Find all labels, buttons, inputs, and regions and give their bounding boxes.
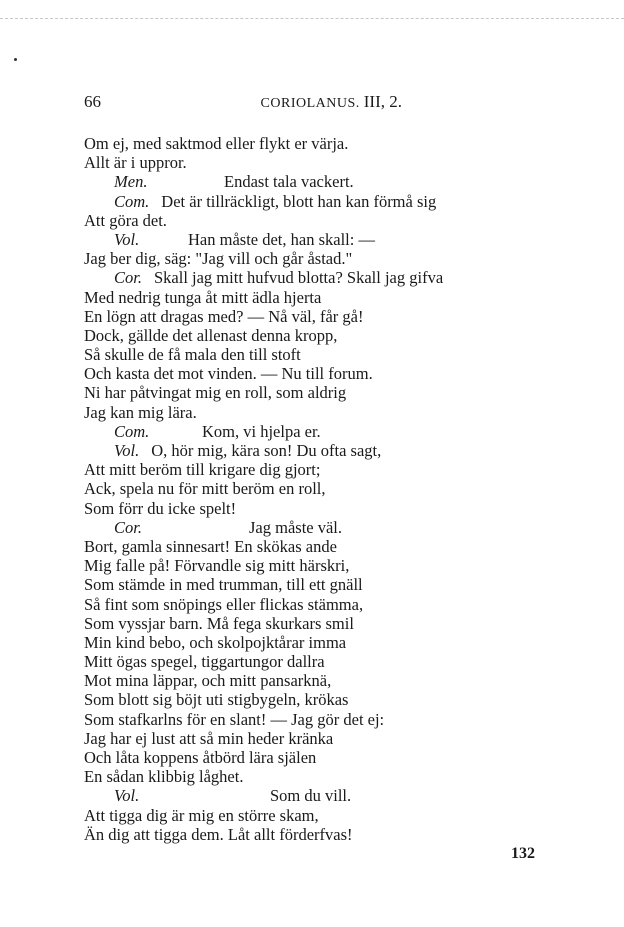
verse-line [84,633,554,652]
verse-line [84,364,554,383]
act-scene: III, 2. [363,92,402,111]
signature-mark: 132 [511,845,535,862]
verse-line [84,326,554,345]
verse-line [84,211,554,230]
verse-text-span: Dock, gällde det allenast denna kropp, [84,325,338,345]
verse-text-span: Jag kan mig lära. [84,402,197,422]
verse-line [84,786,554,805]
verse-line [84,767,554,786]
verse-text-span: Och låta koppens åtbörd lära själen [84,748,317,767]
verse-line [84,192,554,211]
verse-text-span: Kom, vi hjelpa er. [202,421,321,441]
verse-text-span: Som stämde in med trumman, till ett gnäll [84,575,363,595]
verse-text-span: Så skulle de få mala den till stoft [84,345,301,365]
verse-line [84,230,554,249]
verse-line [84,422,554,441]
verse-line [84,556,554,575]
verse-text-span: Om ej, med saktmod eller flykt er värja. [84,134,349,153]
verse-text-span: Att tigga dig är mig en större skam, [84,805,319,825]
verse-text [84,134,554,844]
verse-text-span: Min kind bebo, och skolpojktårar imma [84,632,347,652]
verse-line [84,345,554,364]
verse-line [84,595,554,614]
verse-text-span: Mot mina läppar, och mitt pansarknä, [84,671,332,691]
verse-text-span: Bort, gamla sinnesart! En skökas ande [84,536,337,556]
verse-text-span: Än dig att tigga dem. Låt allt förderfvas! [84,824,353,844]
top-scan-rule [0,18,624,19]
verse-text-span: Mitt ögas spegel, tiggartungor dallra [84,652,325,672]
verse-line [84,748,554,767]
verse-line [84,499,554,518]
speaker-name: Com. [114,191,150,211]
verse-line [84,307,554,326]
verse-text-span: Mig falle på! Förvandle sig mitt härskri, [84,556,350,576]
verse-line [84,710,554,729]
verse-text-span: Så fint som snöpings eller flickas stämma, [84,594,364,614]
speaker-name: Vol. [114,786,140,806]
verse-text-span: Med nedrig tunga åt mitt ädla hjerta [84,287,322,307]
verse-line [84,575,554,594]
verse-line [84,690,554,709]
verse-line [84,153,554,172]
verse-text-span: Allt är i uppror. [84,153,187,173]
verse-text-span: Som blott sig böjt uti stigbygeln, krökas [84,690,349,710]
speaker-name: Cor. [114,268,142,288]
verse-line [84,537,554,556]
verse-text-span: Och kasta det mot vinden. — Nu till forum. [84,364,373,384]
verse-line [84,134,554,153]
verse-text-span: Ni har påtvingat mig en roll, som aldrig [84,383,347,403]
speaker-name: Cor. [114,517,142,537]
verse-text-span: Som stafkarlns för en slant! — Jag gör det ej: [84,709,385,729]
verse-text-span: Det är tillräckligt, blott han kan förmå sig [161,191,437,211]
verse-line [84,614,554,633]
verse-text-span: Skall jag mitt hufvud blotta? Skall jag gifva [153,268,444,288]
verse-line [84,729,554,748]
verse-text-span: Jag ber dig, säg: "Jag vill och går åstad." [84,249,353,269]
verse-line [84,479,554,498]
verse-line [84,288,554,307]
verse-line [84,460,554,479]
verse-text-span: Att göra det. [84,210,167,230]
verse-line [84,383,554,402]
verse-line [84,403,554,422]
verse-text-span: Som förr du icke spelt! [84,498,237,518]
verse-text-span: Som du vill. [270,786,352,806]
verse-text-span: Jag måste väl. [249,517,343,537]
verse-line [84,172,554,191]
verse-text-span: Att mitt beröm till krigare dig gjort; [84,460,321,480]
speaker-name: Vol. [114,441,140,460]
verse-text-span: En lögn att dragas med? — Nå väl, får gå! [84,306,364,326]
running-title [261,92,402,112]
verse-text-span: O, hör mig, kära son! Du ofta sagt, [151,441,382,460]
verse-line [84,441,554,460]
verse-line [84,671,554,690]
verse-text-span: En sådan klibbig låghet. [84,767,244,787]
page-header [84,92,402,114]
play-title: CORIOLANUS. [260,96,360,111]
speaker-name: Men. [114,172,148,192]
verse-text-span: Jag har ej lust att så min heder kränka [84,728,334,748]
verse-line [84,652,554,671]
speaker-name: Vol. [114,229,140,249]
verse-line [84,518,554,537]
verse-line [84,268,554,287]
verse-text-span: Som vyssjar barn. Må fega skurkars smil [84,613,354,633]
verse-text-span: Han måste det, han skall: — [188,229,375,249]
verse-line [84,825,554,844]
verse-line [84,249,554,268]
speaker-name: Com. [114,421,150,441]
verse-text-span: Ack, spela nu för mitt beröm en roll, [84,479,326,499]
verse-line [84,806,554,825]
scan-speck [14,58,17,61]
verse-text-span: Endast tala vackert. [224,172,354,192]
page-number: 66 [84,92,101,111]
